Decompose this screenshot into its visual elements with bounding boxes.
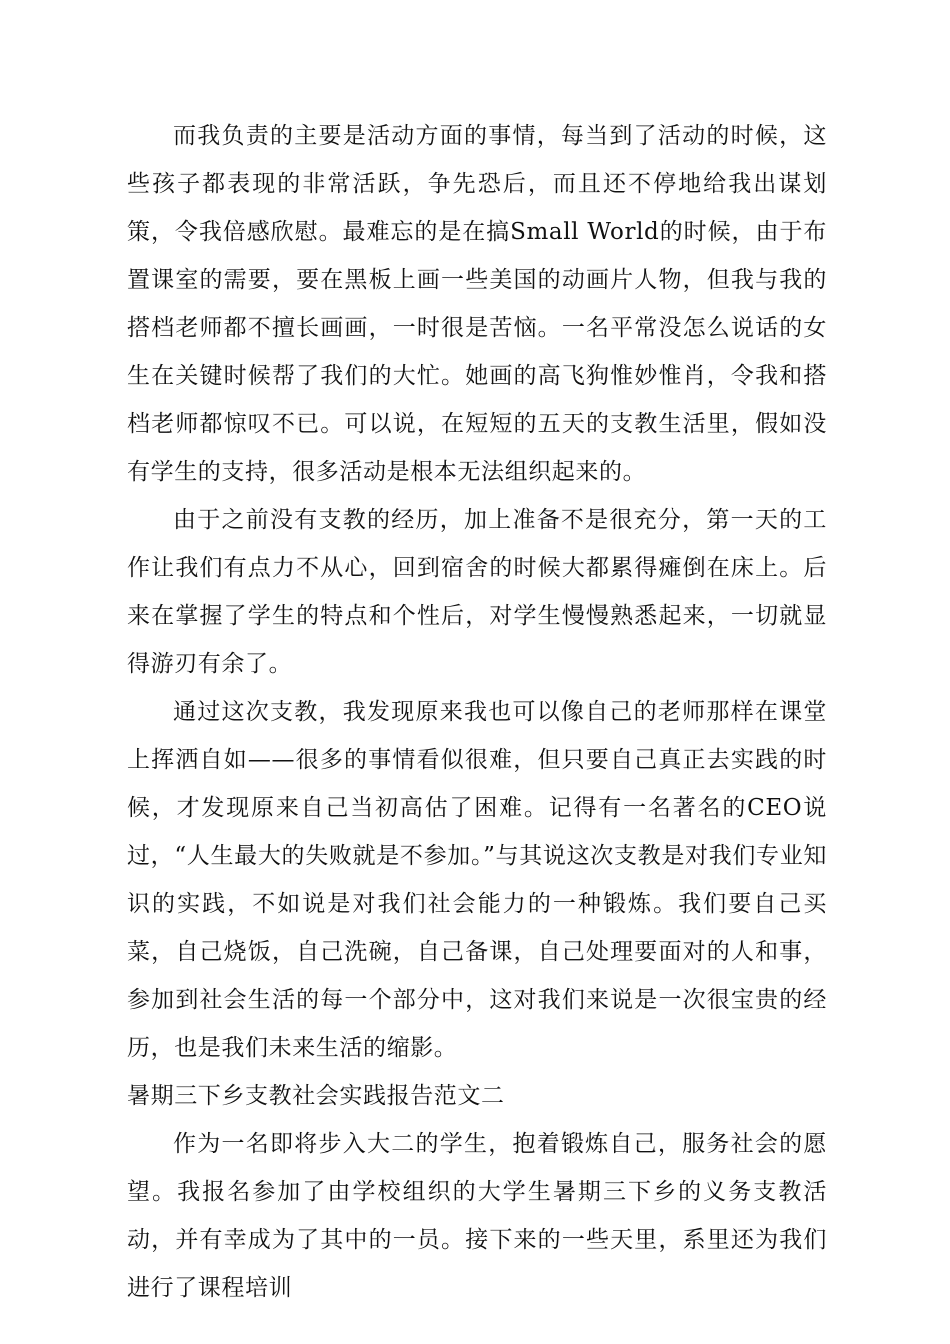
document-body [127, 112, 827, 1312]
paragraph-intro-two: 作为一名即将步入大二的学生，抱着锻炼自己，服务社会的愿望。我报名参加了由学校组织的大学生暑期三下乡的义务支教活动，并有幸成为了其中的一员。接下来的一些天里，系里还为我们进行了课程培训 [127, 1131, 827, 1301]
paragraph-reflection: 通过这次支教，我发现原来我也可以像自己的老师那样在课堂上挥洒自如——很多的事情看似很难，但只要自己真正去实践的时候，才发现原来自己当初高估了困难。记得有一名著名的CEO说过，“人生最大的失败就是不参加。”与其说这次支教是对我们专业知识的实践，不如说是对我们社会能力的一种锻炼。我们要自己买菜，自己烧饭，自己洗碗，自己备课，自己处理要面对的人和事，参加到社会生活的每一个部分中，这对我们来说是一次很宝贵的经历，也是我们未来生活的缩影。 [127, 699, 827, 1061]
paragraph-activities: 而我负责的主要是活动方面的事情，每当到了活动的时候，这些孩子都表现的非常活跃，争先恐后，而且还不停地给我出谋划策，令我倍感欣慰。最难忘的是在搞Small World的时候，由于布置课室的需要，要在黑板上画一些美国的动画片人物，但我与我的搭档老师都不擅长画画，一时很是苦恼。一名平常没怎么说话的女生在关键时候帮了我们的大忙。她画的高飞狗惟妙惟肖，令我和搭档老师都惊叹不已。可以说，在短短的五天的支教生活里，假如没有学生的支持，很多活动是根本无法组织起来的。 [127, 123, 827, 485]
section-heading: 暑期三下乡支教社会实践报告范文二 [127, 1083, 505, 1109]
paragraph-first-day: 由于之前没有支教的经历，加上准备不是很充分，第一天的工作让我们有点力不从心，回到宿舍的时候大都累得瘫倒在床上。后来在掌握了学生的特点和个性后，对学生慢慢熟悉起来，一切就显得游刃有余了。 [127, 507, 827, 677]
